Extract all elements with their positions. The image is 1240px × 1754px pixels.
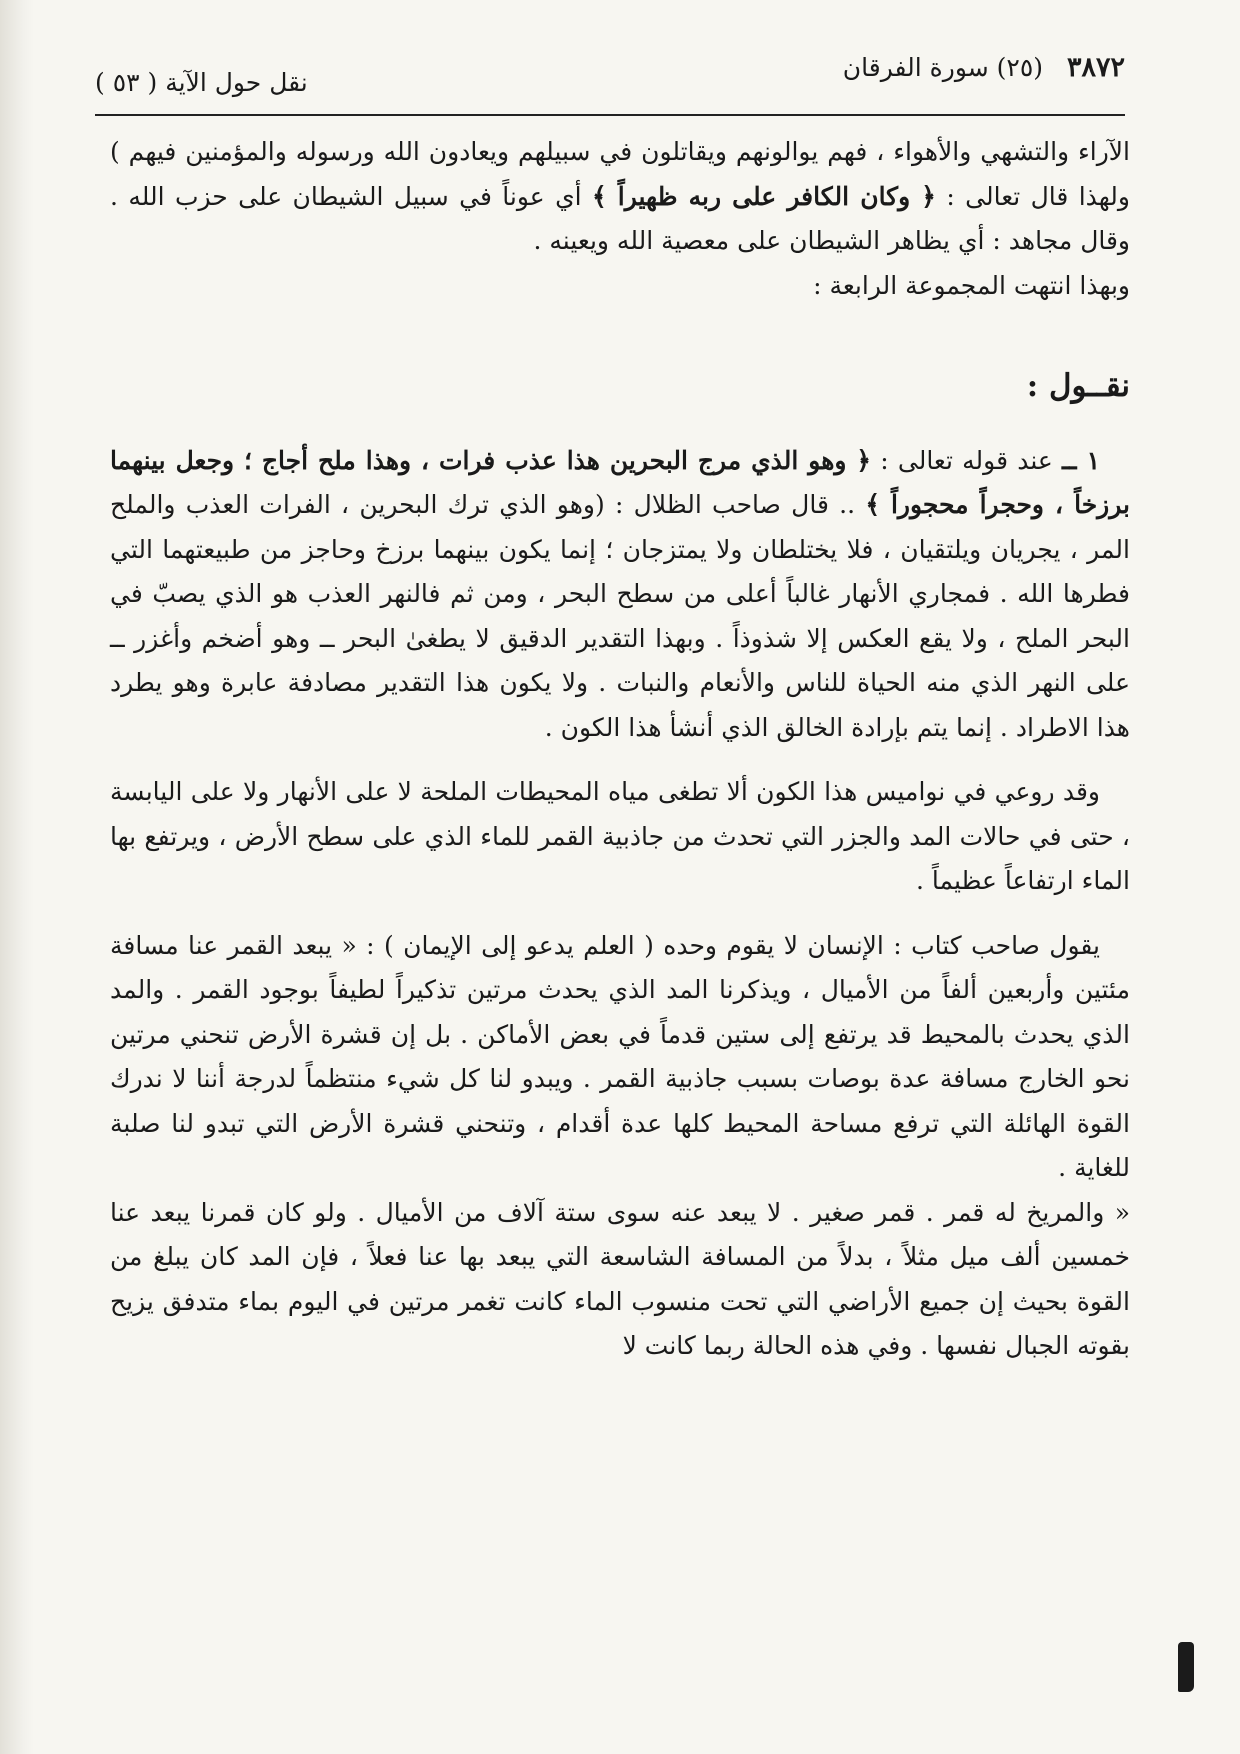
- intro-closing: وبهذا انتهت المجموعة الرابعة :: [813, 270, 1130, 300]
- item-number: ١ ــ: [1061, 445, 1100, 475]
- intro-paragraph: [110, 130, 1130, 264]
- paragraph-4: « والمريخ له قمر . قمر صغير . لا يبعد عنه سوى ستة آلاف من الأميال . ولو كان قمرنا يبعد عنا خمسين ألف ميل مثلاً ، بدلاً من المسافة الشاسعة التي يبعد بها عنا فعلاً ، فإن المد كان يبلغ من القوة بحيث إن جميع الأراضي التي تحت منسوب الماء كانت تغمر مرتين في اليوم بماء متدفق يزيح بقوته الجبال نفسها . وفي هذه الحالة ربما كانت لا: [110, 1197, 1130, 1360]
- page-number: ٣٨٧٢: [1066, 52, 1125, 83]
- quran-quote: ﴿ وكان الكافر على ربه ظهيراً ﴾: [591, 181, 936, 211]
- section-1-text-b: .. قال صاحب الظلال : (وهو الذي ترك البحرين ، الفرات العذب والملح المر ، يجريان ويلتقيان ، فلا يختلطان ولا يمتزجان ؛ إنما يكون بينهما برزخ وحاجز من طبيعتهما التي فطرها الله . فمجاري الأنهار غالباً أعلى من سطح البحر ، ومن ثم فالنهر العذب هو الذي يصبّ في البحر الملح ، ولا يقع العكس إلا شذوذاً . وبهذا التقدير الدقيق لا يطغىٰ البحر ــ وهو أضخم وأغزر ــ على النهر الذي منه الحياة للناس والأنعام والنبات . ولا يكون هذا التقدير مصادفة عابرة وهو يطرد هذا الاطراد . إنما يتم بإرادة الخالق الذي أنشأ هذا الكون .: [110, 490, 1130, 742]
- page-body: [110, 130, 1130, 1369]
- page-edge-shadow: [0, 0, 34, 1754]
- section-1-text-a: عند قوله تعالى :: [871, 445, 1062, 475]
- page-edge-mark: [1178, 1642, 1194, 1692]
- intro-text-b: أي عوناً في سبيل الشيطان على حزب الله . وقال مجاهد : أي يظاهر الشيطان على معصية الله ويعينه .: [110, 181, 1130, 255]
- paragraph-2: وقد روعي في نواميس هذا الكون ألا تطغى مياه المحيطات الملحة لا على الأنهار ولا على اليابسة ، حتى في حالات المد والجزر التي تحدث من جاذبية القمر للماء الذي على سطح الأرض ، ويرتفع بها الماء ارتفاعاً عظيماً .: [110, 777, 1130, 895]
- section-1-paragraph: [110, 439, 1130, 751]
- section-heading: نقــول :: [1026, 368, 1130, 404]
- paragraph-3: يقول صاحب كتاب : الإنسان لا يقوم وحده ( العلم يدعو إلى الإيمان ) : « يبعد القمر عنا مسافة مئتين وأربعين ألفاً من الأميال ، ويذكرنا المد الذي يحدث مرتين تذكيراً لطيفاً بوجود القمر . والمد الذي يحدث بالمحيط قد يرتفع إلى ستين قدماً في بعض الأماكن . بل إن قشرة الأرض تنحني مرتين نحو الخارج مسافة عدة بوصات بسبب جاذبية القمر . ويبدو لنا كل شيء منتظماً لدرجة أننا لا ندرك القوة الهائلة التي ترفع مساحة المحيط كلها عدة أقدام ، وتنحني قشرة الأرض التي تبدو لنا صلبة للغاية .: [110, 930, 1130, 1182]
- surah-title: (٢٥) سورة الفرقان: [842, 53, 1044, 82]
- intro-text-a: الآراء والتشهي والأهواء ، فهم يوالونهم ويقاتلون في سبيلهم ويعادون الله ورسوله والمؤمنين فيهم ) ولهذا قال تعالى :: [110, 137, 1130, 211]
- section-title: نقل حول الآية ( ٥٣ ): [95, 68, 308, 97]
- header-divider: [95, 114, 1125, 116]
- header-right: [843, 52, 1125, 83]
- quran-quote: ﴿ وهو الذي مرج البحرين هذا عذب فرات ، وهذا ملح أجاج ؛ وجعل بينهما برزخاً ، وحجراً محجوراً ﴾: [110, 445, 1130, 519]
- running-header: [95, 46, 1125, 102]
